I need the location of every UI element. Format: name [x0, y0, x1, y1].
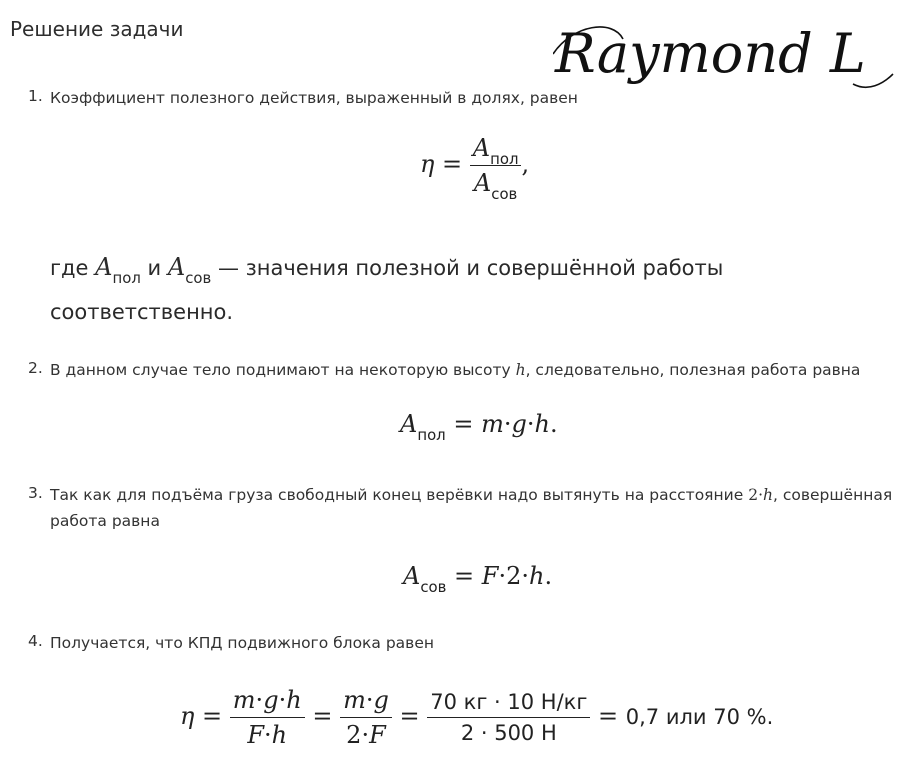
- item-number-2: 2.: [28, 359, 43, 377]
- result-value: 0,7 или 70 %.: [625, 705, 774, 729]
- item-1-note-line2: соответственно.: [50, 300, 234, 324]
- signature-text: Raymond L: [555, 22, 866, 85]
- item-number-1: 1.: [28, 87, 43, 105]
- item-4-text: Получается, что КПД подвижного блока равен: [50, 634, 434, 652]
- signature-image: [553, 14, 903, 100]
- formula-total-work: $A_{сов} = F\cdot 2\cdot h$.: [403, 562, 553, 597]
- item-number-4: 4.: [28, 632, 43, 650]
- item-3-text-line2: работа равна: [50, 512, 160, 530]
- item-number-3: 3.: [28, 484, 43, 502]
- fraction-mgh-over-f2h: $\frac{m\cdot g\cdot h}{F\cdot h}$: [230, 686, 305, 749]
- formula-efficiency: η = $\frac{A_{пол}}{A_{сов}}$ ,: [420, 134, 530, 204]
- eta-symbol: η: [420, 150, 435, 178]
- formula-useful-work: $A_{пол} = m\cdot g\cdot h$.: [400, 410, 558, 445]
- item-2-text: В данном случае тело поднимают на некоторую высоту h, следовательно, полезная работа равна: [50, 361, 861, 379]
- item-1-text: Коэффициент полезного действия, выраженный в долях, равен: [50, 89, 578, 107]
- formula-efficiency-result: η = $\frac{m\cdot g\cdot h}{F\cdot h}$ = $\frac{m\cdot g}{2\cdot F}$ = $\frac{70 кг \cdot 10 Н/кг}{2 \cdot 500 Н}$ = 0,7 или 70 %.: [180, 686, 774, 749]
- item-1-note: где $A_{пол}$ и $A_{сов}$ — значения полезной и совершённой работы: [50, 253, 724, 288]
- item-3-text: Так как для подъёма груза свободный конец верёвки надо вытянуть на расстояние 2·h, совершённая: [50, 486, 893, 504]
- signature-watermark: [553, 14, 903, 100]
- fraction-numeric: $\frac{70 кг \cdot 10 Н/кг}{2 \cdot 500 Н}$: [427, 690, 590, 745]
- efficiency-fraction: $\frac{A_{пол}}{A_{сов}}$: [470, 134, 522, 197]
- page-title: Решение задачи: [10, 17, 184, 41]
- fraction-mg-over-2f: $\frac{m\cdot g}{2\cdot F}$: [340, 686, 392, 749]
